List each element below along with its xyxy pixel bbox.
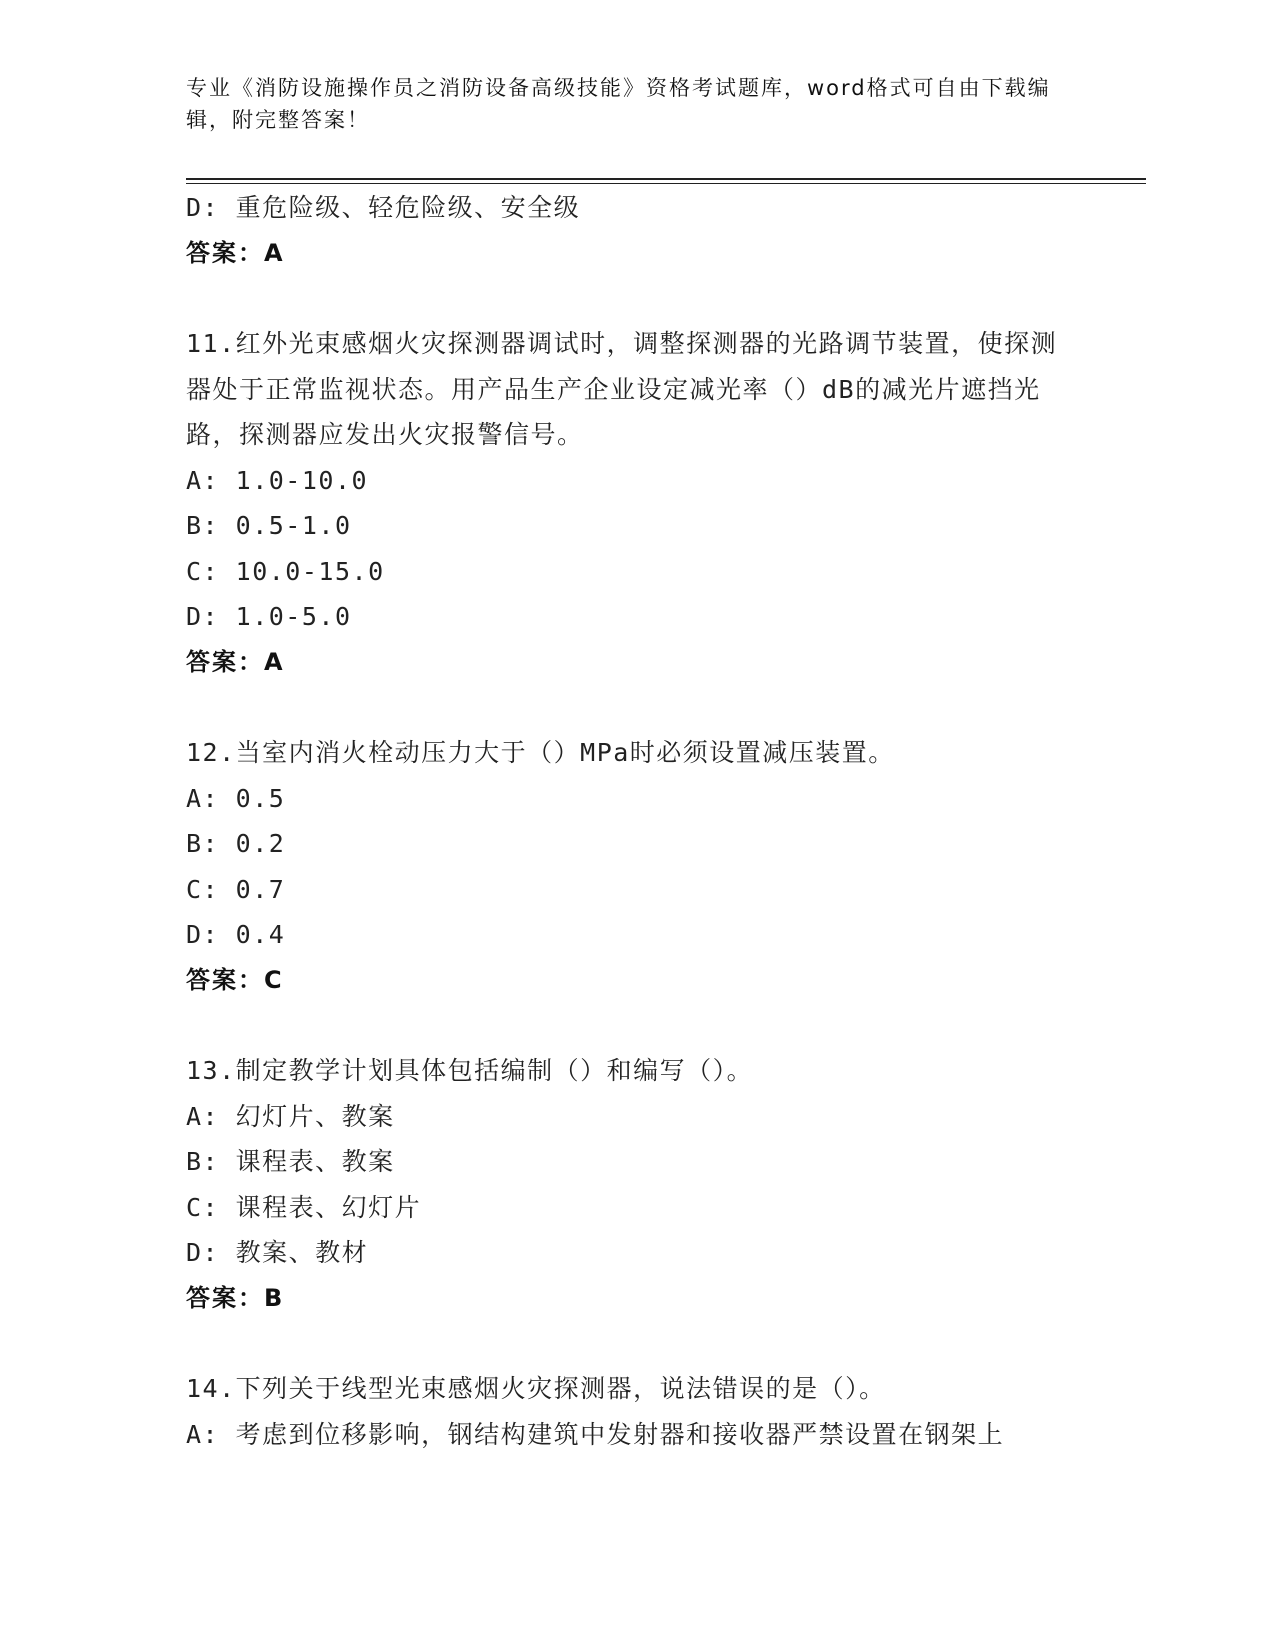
- option-a: A: 0.5: [186, 783, 286, 813]
- option-d: D: 重危险级、轻危险级、安全级: [186, 193, 581, 222]
- question-12: [186, 730, 1086, 1003]
- option-b: B: 0.5-1.0: [186, 511, 352, 540]
- option-a: A: 幻灯片、教案: [186, 1101, 395, 1131]
- answer: 答案：C: [186, 965, 284, 994]
- option-c: C: 10.0-15.0: [186, 556, 385, 586]
- option-a: A: 考虑到位移影响，钢结构建筑中发射器和接收器严禁设置在钢架上: [186, 1419, 1005, 1449]
- answer: 答案：A: [186, 238, 285, 267]
- header-rule: [186, 178, 1146, 180]
- question-14: [186, 1366, 1086, 1457]
- question-13: [186, 1048, 1086, 1321]
- question-stem: 11.红外光束感烟火灾探测器调试时，调整探测器的光路调节装置，使探测器处于正常监视状态。用产品生产企业设定减光率（）dB的减光片遮挡光路，探测器应发出火灾报警信号。: [186, 329, 1058, 449]
- question-stem: 12.当室内消火栓动压力大于（）MPa时必须设置减压装置。: [186, 738, 895, 767]
- answer: 答案：B: [186, 1283, 285, 1312]
- option-a: A: 1.0-10.0: [186, 465, 369, 495]
- document-header: 专业《消防设施操作员之消防设备高级技能》资格考试题库，word格式可自由下载编辑，附完整答案！: [186, 76, 1051, 132]
- header-rule-thin: [186, 183, 1146, 184]
- question-11: [186, 321, 1086, 685]
- option-c: C: 0.7: [186, 874, 286, 904]
- option-b: B: 0.2: [186, 829, 286, 858]
- answer: 答案：A: [186, 647, 285, 676]
- question-stem: 13.制定教学计划具体包括编制（）和编写（）。: [186, 1056, 754, 1085]
- option-d: D: 教案、教材: [186, 1238, 369, 1267]
- previous-question-tail: [186, 185, 1086, 276]
- option-d: D: 1.0-5.0: [186, 602, 352, 631]
- option-b: B: 课程表、教案: [186, 1147, 395, 1176]
- question-list: [186, 185, 1086, 1457]
- question-stem: 14.下列关于线型光束感烟火灾探测器，说法错误的是（）。: [186, 1374, 886, 1403]
- option-d: D: 0.4: [186, 920, 286, 949]
- option-c: C: 课程表、幻灯片: [186, 1192, 422, 1222]
